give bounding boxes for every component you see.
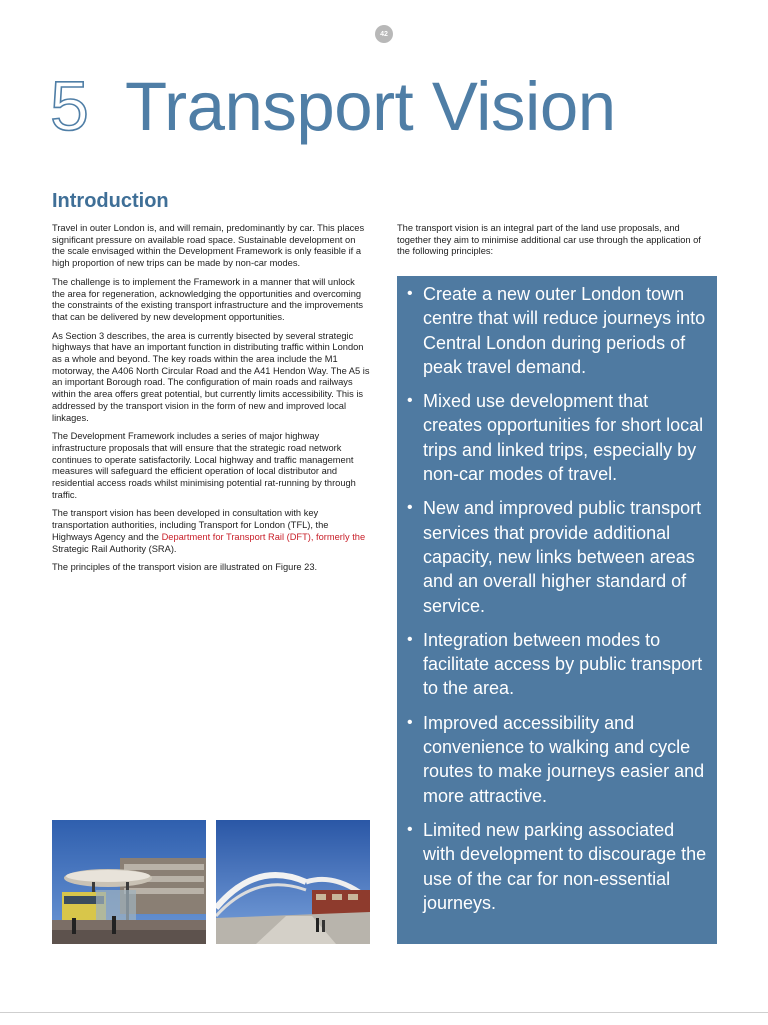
bullet-icon: • (407, 392, 413, 410)
principle-item (407, 389, 709, 486)
paragraph: Travel in outer London is, and will remain, predominantly by car. This places significant pressure on available road space. Sustainable development on the scale envisaged within the Development Framework is only feasible if a high proportion of new trips can be made by non-car modes. (52, 223, 365, 269)
page-number: 42 (375, 25, 393, 43)
principle-item (407, 711, 709, 808)
principle-text: Mixed use development that creates opportunities for short local trips and linked trips, especially by non-car modes of travel. (423, 391, 704, 485)
principles-list (407, 282, 709, 915)
left-column (52, 223, 370, 581)
footbridge-photo (216, 820, 370, 944)
section-heading: Introduction (52, 190, 169, 212)
paragraph: The challenge is to implement the Framework in a manner that will unlock the area for regeneration, acknowledging the opportunities and overcoming the constraints of the existing transport infrastructure and the improvements that can be delivered by new development opportunities. (52, 276, 364, 322)
bullet-icon: • (407, 499, 413, 517)
paragraph-text: Strategic Rail Authority (SRA). (52, 543, 177, 554)
highlighted-text: Department for Transport Rail (DFT), formerly the (161, 531, 366, 542)
chapter-header (50, 66, 616, 146)
bullet-icon: • (407, 820, 413, 838)
bullet-icon: • (407, 630, 413, 648)
chapter-title: Transport Vision (125, 67, 616, 145)
principle-item (407, 818, 709, 915)
paragraph: As Section 3 describes, the area is currently bisected by several strategic highways that have an important function in distributing traffic within London as a whole and beyond. The key roads within the area include the M1 motorway, the A406 North Circular Road and the A41 Hendon Way. The A5 is an important Borough road. The configuration of main roads and railways within the area offers great potential, but currently limits accessibility. This is addressed by the transport vision in the form of new and improved local linkages. (52, 330, 370, 423)
principle-text: Create a new outer London town centre that will reduce journeys into Central London during periods of peak travel demand. (423, 284, 706, 377)
paragraph: The Development Framework includes a series of major highway infrastructure proposals that will ensure that the strategic road network continues to operate satisfactorily. Local highway and traffic management measures will safeguard the efficient operation of local distributor and residential access roads whilst minimising potential rat-running by through traffic. (52, 431, 356, 500)
bus-station-photo (52, 820, 206, 944)
footer-divider (0, 1012, 768, 1025)
principle-item (407, 496, 709, 617)
chapter-number: 5 (50, 67, 89, 145)
principle-text: Integration between modes to facilitate access by public transport to the area. (423, 629, 703, 699)
bullet-icon: • (407, 285, 413, 302)
principle-item (407, 628, 709, 701)
principles-panel (397, 276, 717, 944)
paragraph-text: The transport vision has been developed in consultation with key transportation authorities, including Transport for London (TFL), the Highways Agency and the (52, 508, 329, 542)
principle-text: Limited new parking associated with development to discourage the use of the car for non-essential journeys. (423, 819, 707, 913)
principle-text: Improved accessibility and convenience to walking and cycle routes to make journeys easier and more attractive. (423, 712, 705, 806)
paragraph: The principles of the transport vision are illustrated on Figure 23. (52, 562, 318, 573)
right-column-intro: The transport vision is an integral part of the land use proposals, and together they aim to minimise additional car use through the application of the following principles: (397, 223, 701, 257)
paragraph (52, 508, 370, 555)
bullet-icon: • (407, 713, 413, 731)
principle-text: New and improved public transport services that provide additional capacity, new links between areas and an overall higher standard of service. (423, 498, 702, 616)
principle-item (407, 282, 709, 379)
